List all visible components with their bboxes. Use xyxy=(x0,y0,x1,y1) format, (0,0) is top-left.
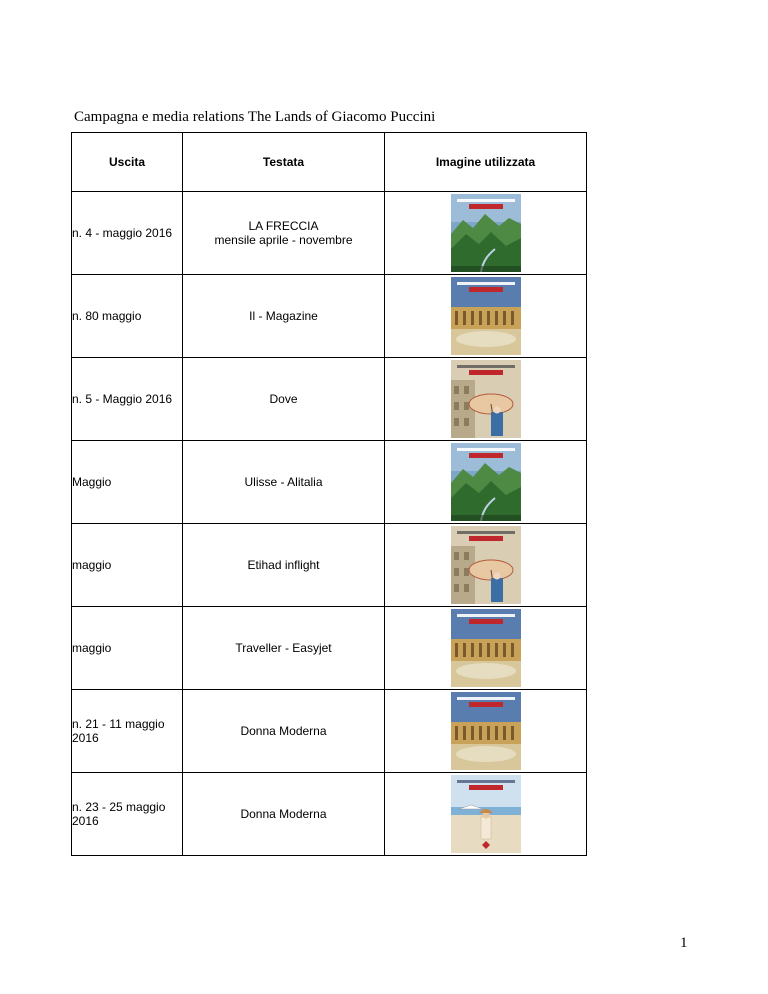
cell-imagine xyxy=(385,607,587,690)
testata-name: Donna Moderna xyxy=(240,807,327,821)
table-row xyxy=(72,275,587,358)
testata-name: Ulisse - Alitalia xyxy=(244,475,323,489)
magazine-cover-image xyxy=(451,692,521,770)
table-row xyxy=(72,441,587,524)
cell-imagine xyxy=(385,192,587,275)
cell-testata xyxy=(183,773,385,856)
cover-image-piazza xyxy=(451,277,521,355)
testata-name: Il - Magazine xyxy=(249,309,318,323)
cover-image-umbrella xyxy=(451,360,521,438)
cell-uscita: n. 5 - Maggio 2016 xyxy=(72,358,183,441)
table-row xyxy=(72,524,587,607)
cover-image-piazza xyxy=(451,692,521,770)
cover-image-mountains xyxy=(451,194,521,272)
table-row xyxy=(72,358,587,441)
magazine-cover-image xyxy=(451,775,521,853)
cell-imagine xyxy=(385,773,587,856)
document-title: Campagna e media relations The Lands of Giacomo Puccini xyxy=(74,109,436,125)
column-header-uscita: Uscita xyxy=(72,133,183,192)
magazine-cover-image xyxy=(451,277,521,355)
column-header-testata: Testata xyxy=(183,133,385,192)
magazine-cover-image xyxy=(451,609,521,687)
cover-image-umbrella xyxy=(451,526,521,604)
magazine-cover-image xyxy=(451,360,521,438)
cell-uscita: n. 4 - maggio 2016 xyxy=(72,192,183,275)
testata-name: Dove xyxy=(269,392,298,406)
cell-imagine xyxy=(385,275,587,358)
cell-testata xyxy=(183,275,385,358)
cell-uscita: maggio xyxy=(72,524,183,607)
cell-testata xyxy=(183,607,385,690)
testata-name: LA FRECCIA xyxy=(248,219,319,233)
cell-uscita: n. 80 maggio xyxy=(72,275,183,358)
cell-imagine xyxy=(385,690,587,773)
column-header-imagine: Imagine utilizzata xyxy=(385,133,587,192)
testata-name: Donna Moderna xyxy=(240,724,327,738)
cell-testata xyxy=(183,358,385,441)
testata-name: Etihad inflight xyxy=(247,558,320,572)
magazine-cover-image xyxy=(451,194,521,272)
cell-testata xyxy=(183,524,385,607)
cell-uscita: n. 21 - 11 maggio 2016 xyxy=(72,690,183,773)
cell-testata xyxy=(183,441,385,524)
cell-testata xyxy=(183,690,385,773)
cover-image-mountains xyxy=(451,443,521,521)
magazine-cover-image xyxy=(451,443,521,521)
table-row xyxy=(72,192,587,275)
table-row xyxy=(72,607,587,690)
cell-imagine xyxy=(385,358,587,441)
table-row xyxy=(72,690,587,773)
cell-uscita: maggio xyxy=(72,607,183,690)
cell-imagine xyxy=(385,524,587,607)
cell-imagine xyxy=(385,441,587,524)
cover-image-beach xyxy=(451,775,521,853)
cell-testata xyxy=(183,192,385,275)
table-row xyxy=(72,773,587,856)
table-header-row xyxy=(72,133,587,192)
page-number: 1 xyxy=(680,935,688,951)
cell-uscita: n. 23 - 25 maggio 2016 xyxy=(72,773,183,856)
cell-uscita: Maggio xyxy=(72,441,183,524)
testata-subtitle: mensile aprile - novembre xyxy=(214,233,353,247)
cover-image-piazza xyxy=(451,609,521,687)
testata-name: Traveller - Easyjet xyxy=(235,641,332,655)
magazine-cover-image xyxy=(451,526,521,604)
media-relations-table xyxy=(71,132,587,856)
